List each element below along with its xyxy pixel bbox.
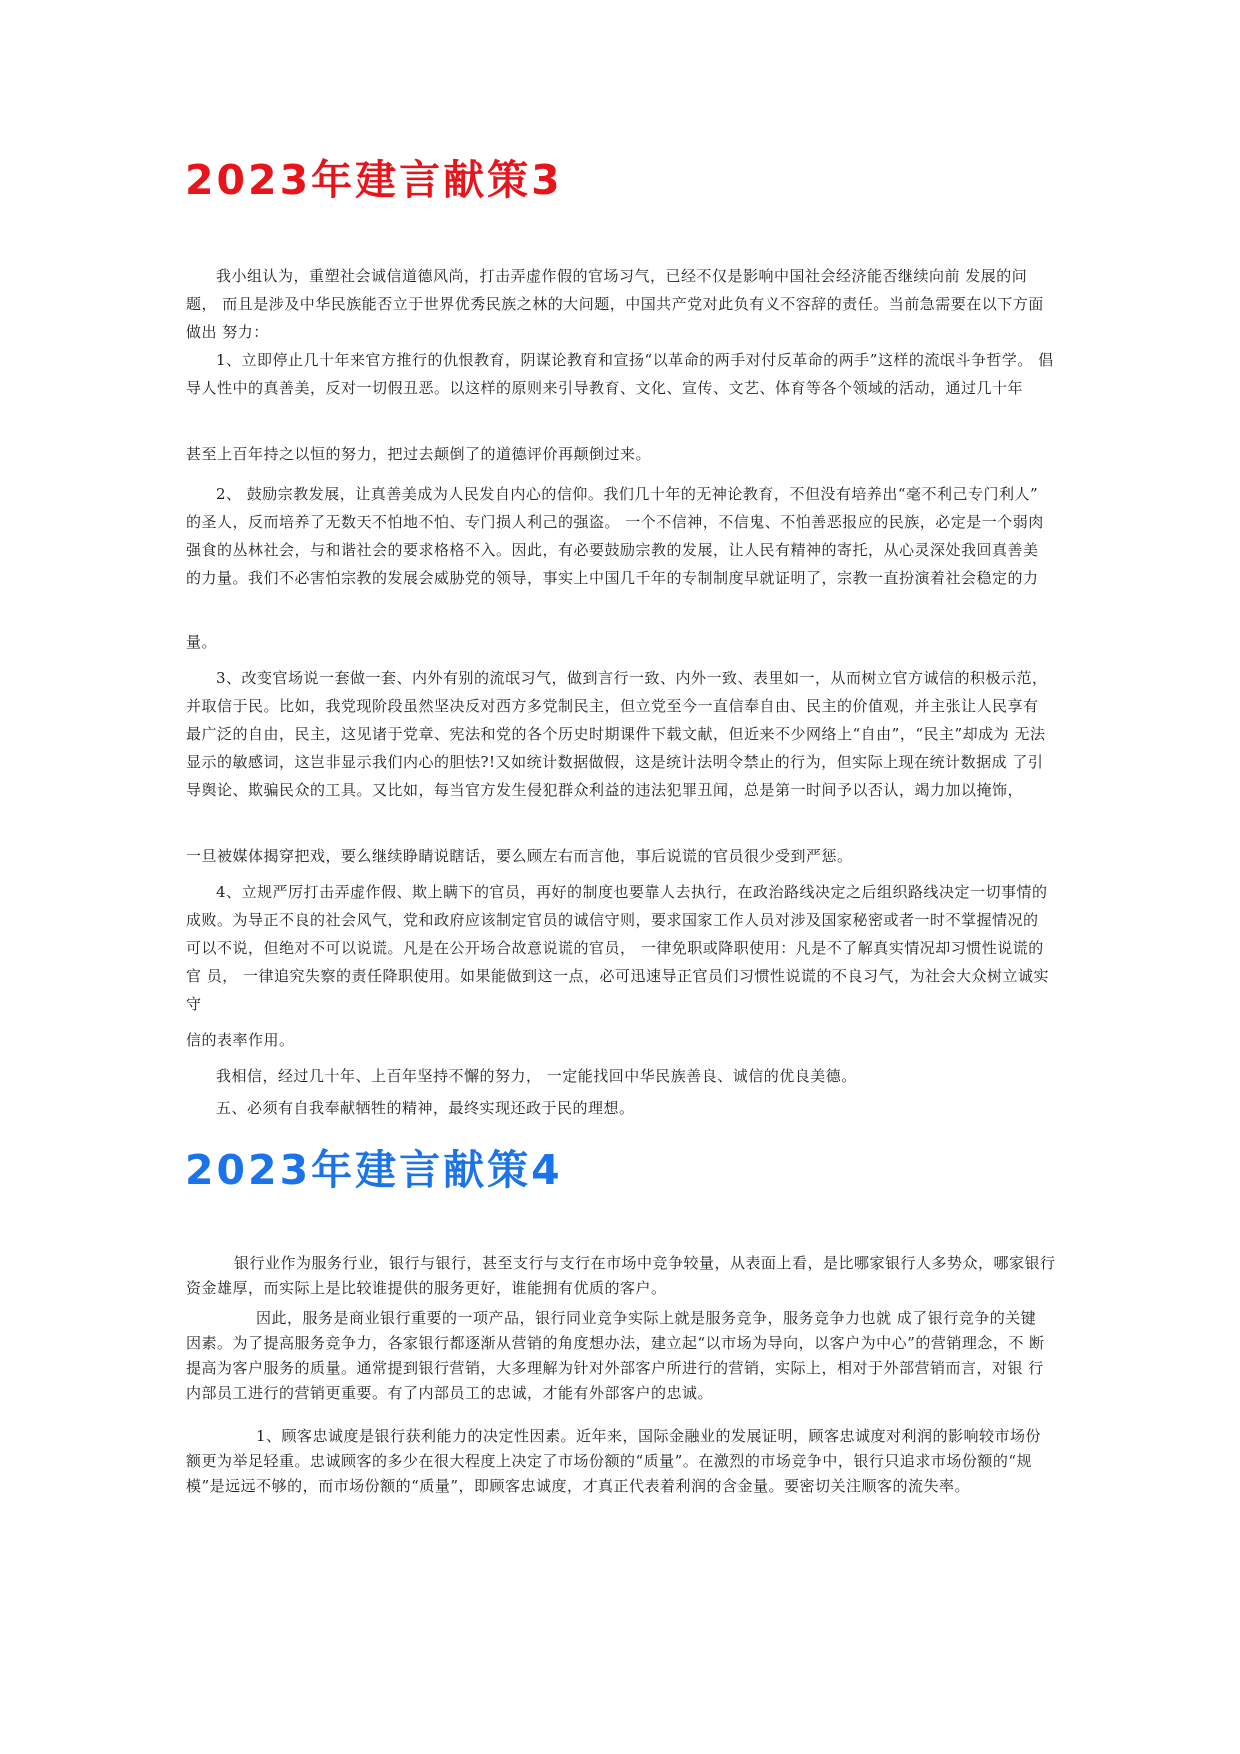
- section-3-item-3: 3、改变官场说一套做一套、内外有别的流氓习气，做到言行一致、内外一致、表里如一，从而树立官方诚信的积极示范， 并取信于民。比如，我党现阶段虽然坚决反对西方多党制民主，但立党至今一直信奉自由、民主的价值观，并主张让人民享有 最广泛的自由，民主，这见诸于党章、宪法和党的各个历史时期课件下载文献，但近来不少网络上“自由”，“民主”却成为 无法显示的敏感词，这岂非显示我们内心的胆怯?!又如统计数据做假，这是统计法明令禁止的行为，但实际上现在统计数据成 了引导舆论、欺骗民众的工具。又比如，每当官方发生侵犯群众利益的违法犯罪丑闻，总是第一时间予以否认，竭力加以掩饰，: [186, 669, 1048, 799]
- section-3-title: 2023年建言献策3: [185, 156, 563, 204]
- section-4-title: 2023年建言献策4: [185, 1146, 563, 1194]
- section-3-item-1: 1、立即停止几十年来官方推行的仇恨教育，阴谋论教育和宣扬“以革命的两手对付反革命的两手”这样的流氓斗争哲学。 倡导人性中的真善美，反对一切假丑恶。以这样的原则来引导教育、文化、宣传、文艺、体育等各个领域的活动，通过几十年: [186, 351, 1054, 397]
- section-4-item-1: 1、顾客忠诚度是银行获利能力的决定性因素。近年来，国际金融业的发展证明，顾客忠诚度对利润的影响较市场份 额更为举足轻重。忠诚顾客的多少在很大程度上决定了市场份额的“质量”。在激烈的市场竞争中，银行只追求市场份额的“规 模”是远远不够的，而市场份额的“质量”，即顾客忠诚度，才真正代表着利润的含金量。要密切关注顺客的流失率。: [186, 1427, 1042, 1495]
- section-4-paragraph-2: 因此，服务是商业银行重要的一项产品，银行同业竞争实际上就是服务竞争，服务竞争力也就 成了银行竞争的关键 因素。为了提高服务竞争力，各家银行都逐渐从营销的角度想办法，建立起“以市场为导向，以客户为中心”的营销理念，不 断提高为客户服务的质量。通常提到银行营销，大多理解为针对外部客户所进行的营销，实际上，相对于外部营销而言，对银 行内部员工进行的营销更重要。有了内部员工的忠诚，才能有外部客户的忠诚。: [186, 1309, 1045, 1402]
- section-3-item-4: 4、立规严厉打击弄虚作假、欺上瞒下的官员，再好的制度也要靠人去执行，在政治路线决定之后组织路线决定一切事情的 成败。为导正不良的社会风气，党和政府应该制定官员的诚信守则，要求国家工作人员对涉及国家秘密或者一时不掌握情况的 可以不说，但绝对不可以说谎。凡是在公开场合故意说谎的官员， 一律免职或降职使用：凡是不了解真实情况却习惯性说谎的官 员， 一律追究失察的责任降职使用。如果能做到这一点，必可迅速导正官员们习惯性说谎的不良习气，为社会大众树立诚实守: [186, 883, 1050, 1013]
- section-3-item-4-continued: 信的表率作用。: [186, 1031, 295, 1049]
- section-3-item-2-continued: 量。: [186, 633, 218, 651]
- section-4-intro: 银行业作为服务行业，银行与银行，甚至支行与支行在市场中竞争较量，从表面上看，是比哪家银行人多势众，哪家银行资金雄厚，而实际上是比较谁提供的服务更好，谁能拥有优质的客户。: [186, 1254, 1056, 1297]
- section-3-belief: 我相信，经过几十年、上百年坚持不懈的努力， 一定能找回中华民族善良、诚信的优良美德。: [216, 1067, 857, 1085]
- section-3-point-five: 五、必须有自我奉献牺牲的精神，最终实现还政于民的理想。: [216, 1099, 635, 1117]
- section-3-item-2: 2、 鼓励宗教发展，让真善美成为人民发自内心的信仰。我们几十年的无神论教育，不但没有培养出“毫不利己专门利人” 的圣人，反而培养了无数天不怕地不怕、专门损人利己的强盗。 一个不信神，不信鬼、不怕善恶报应的民族，必定是一个弱肉 强食的丛林社会，与和谐社会的要求格格不入。因此，有必要鼓励宗教的发展，让人民有精神的寄托，从心灵深处我回真善美 的力量。我们不必害怕宗教的发展会威胁党的领导，事实上中国几千年的专制制度早就证明了，宗教一直扮演着社会稳定的力: [186, 485, 1044, 587]
- section-3-item-3-continued: 一旦被媒体揭穿把戏，要么继续睁睛说瞎话，要么顾左右而言他，事后说谎的官员很少受到严惩。: [186, 847, 853, 865]
- section-3-item-1-continued: 甚至上百年持之以恒的努力，把过去颠倒了的道德评价再颠倒过来。: [186, 445, 652, 463]
- section-3-intro: 我小组认为，重塑社会诚信道德风尚，打击弄虚作假的官场习气，已经不仅是影响中国社会经济能否继续向前 发展的问题， 而且是涉及中华民族能否立于世界优秀民族之林的大问题，中国共产党对此负有义不容辞的责任。当前急需要在以下方面做出 努力：: [186, 267, 1044, 341]
